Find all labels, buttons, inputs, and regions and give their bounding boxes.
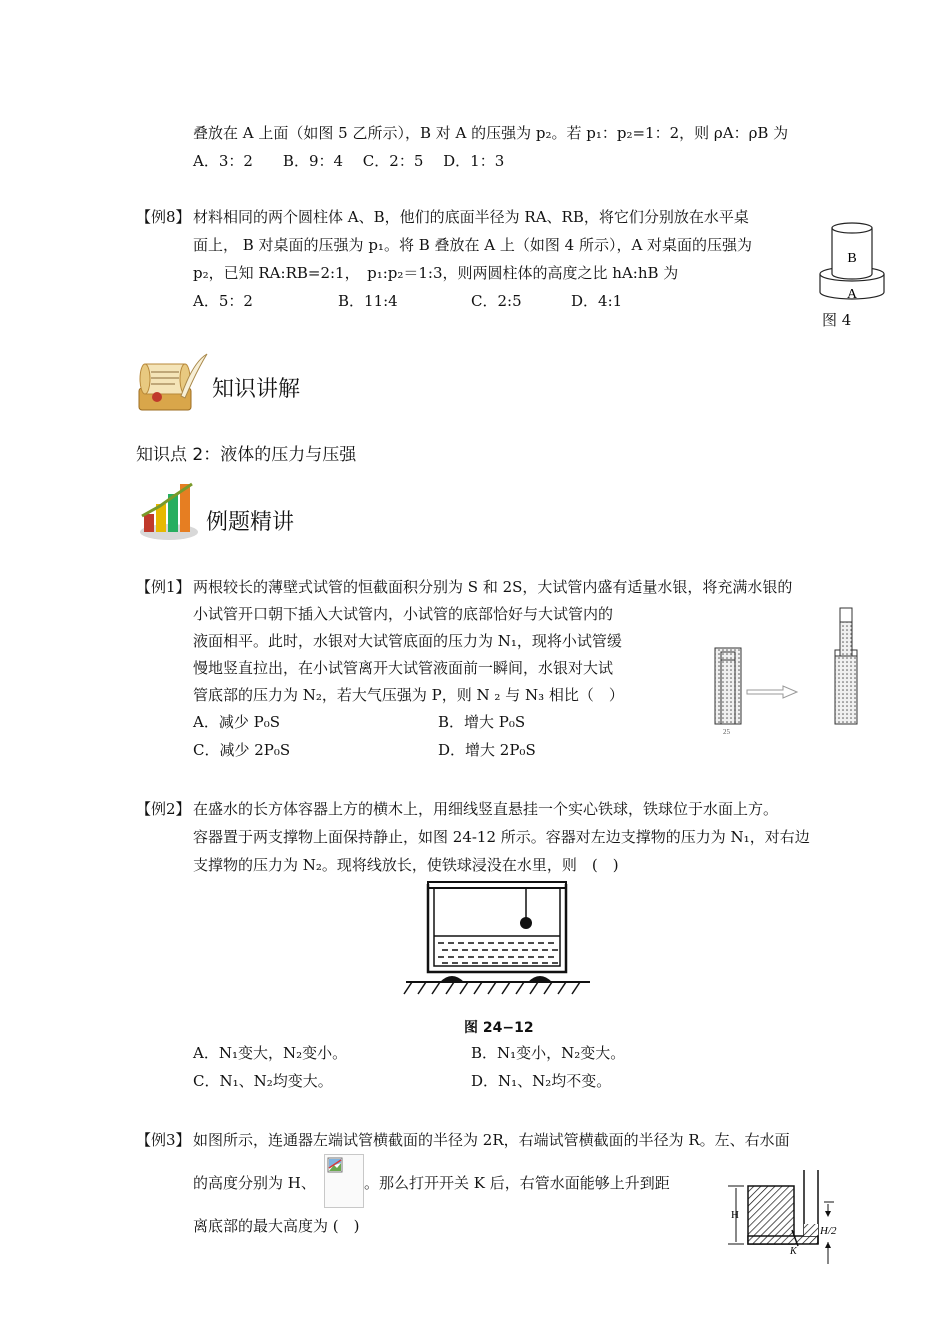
ex8-option-a: A．5：2 [193,292,253,310]
knowledge-point-title: 知识点 2：液体的压力与压强 [136,445,357,465]
ex8-option-d: D．4:1 [571,292,623,310]
broken-image-icon [327,1157,343,1173]
ex2-line-3: 支撑物的压力为 N₂。现将线放长，使铁球浸没在水里，则 ( ) [193,856,619,874]
ex2-line-2: 容器置于两支撑物上面保持静止，如图 24-12 所示。容器对左边支撑物的压力为 N₁，对右边 [193,828,810,846]
ex2-option-d: D．N₁、N₂均不变。 [471,1072,612,1090]
ex1-option-d: D．增大 2P₀S [438,741,536,759]
ex1-option-b: B．增大 P₀S [438,713,526,731]
ex1-option-c: C．减少 2P₀S [193,741,291,759]
top-options: A．3：2 B．9：4 C．2：5 D．1：3 [193,152,505,170]
ex8-line-3: p₂，已知 RA:RB=2:1， p₁:p₂＝1:3，则两圆柱体的高度之比 hA:hB 为 [193,264,679,282]
vessel-label-k: K [790,1246,797,1257]
ex3-line-1: 如图所示，连通器左端试管横截面的半径为 2R，右端试管横截面的半径为 R。左、右水面 [193,1131,790,1149]
ex8-line-1: 材料相同的两个圆柱体 A、B，他们的底面半径为 RA、RB，将它们分别放在水平桌 [193,208,749,226]
ex2-tag: 【例2】 [136,800,191,818]
figure-24-12-caption: 图 24−12 [464,1020,534,1036]
ex1-line-3: 液面相平。此时，水银对大试管底面的压力为 N₁，现将小试管缓 [193,632,622,650]
ex8-tag: 【例8】 [136,208,191,226]
ex1-tag: 【例1】 [136,578,191,596]
ex3-line-3: 离底部的最大高度为 ( ) [193,1217,360,1235]
test-tube-figure-number: 25 [723,728,730,736]
ex1-line-2: 小试管开口朝下插入大试管内，小试管的底部恰好与大试管内的 [193,605,614,623]
ex3-tag: 【例3】 [136,1131,191,1149]
scroll-quill-icon [135,352,210,414]
vessel-label-h: H [731,1209,739,1221]
ex8-option-c: C．2:5 [471,292,522,310]
vessel-label-h2: H/2 [820,1225,837,1237]
ex2-option-c: C．N₁、N₂均变大。 [193,1072,333,1090]
section-title-examples: 例题精讲 [206,510,295,535]
figure-4-caption: 图 4 [822,311,852,329]
ex1-line-1: 两根较长的薄壁式试管的恒截面积分别为 S 和 2S，大试管内盛有适量水银，将充满水银的 [193,578,793,596]
figure-4-label-b: B [847,251,857,266]
section-title-knowledge: 知识讲解 [212,377,301,402]
test-tube-figure [705,600,890,740]
ex8-line-2: 面上， B 对桌面的压强为 p₁。将 B 叠放在 A 上（如图 4 所示），A 对桌面的压强为 [193,236,753,254]
ex2-option-a: A．N₁变大，N₂变小。 [193,1044,348,1062]
bar-chart-icon [138,480,200,542]
ex3-line-2a: 的高度分别为 H、 [193,1174,316,1192]
ex1-option-a: A．减少 P₀S [193,713,280,731]
container-figure [400,878,600,1003]
ex3-line-2b: 。那么打开开关 K 后，右管水面能够上升到距 [364,1174,670,1192]
ex1-line-5: 管底部的压力为 N₂，若大气压强为 P，则 N ₂ 与 N₃ 相比（ ） [193,686,624,704]
broken-image-placeholder [324,1154,364,1208]
ex8-option-b: B．11:4 [338,292,398,310]
connected-vessels-figure [720,1170,845,1270]
figure-4-label-a: A [846,287,858,302]
ex2-option-b: B．N₁变小，N₂变大。 [471,1044,626,1062]
ex2-line-1: 在盛水的长方体容器上方的横木上，用细线竖直悬挂一个实心铁球，铁球位于水面上方。 [193,800,779,818]
top-line-1: 叠放在 A 上面（如图 5 乙所示），B 对 A 的压强为 p₂。若 p₁：p₂=1：2，则 ρA：ρB 为 [193,124,789,142]
ex1-line-4: 慢地竖直拉出，在小试管离开大试管液面前一瞬间，水银对大试 [193,659,614,677]
